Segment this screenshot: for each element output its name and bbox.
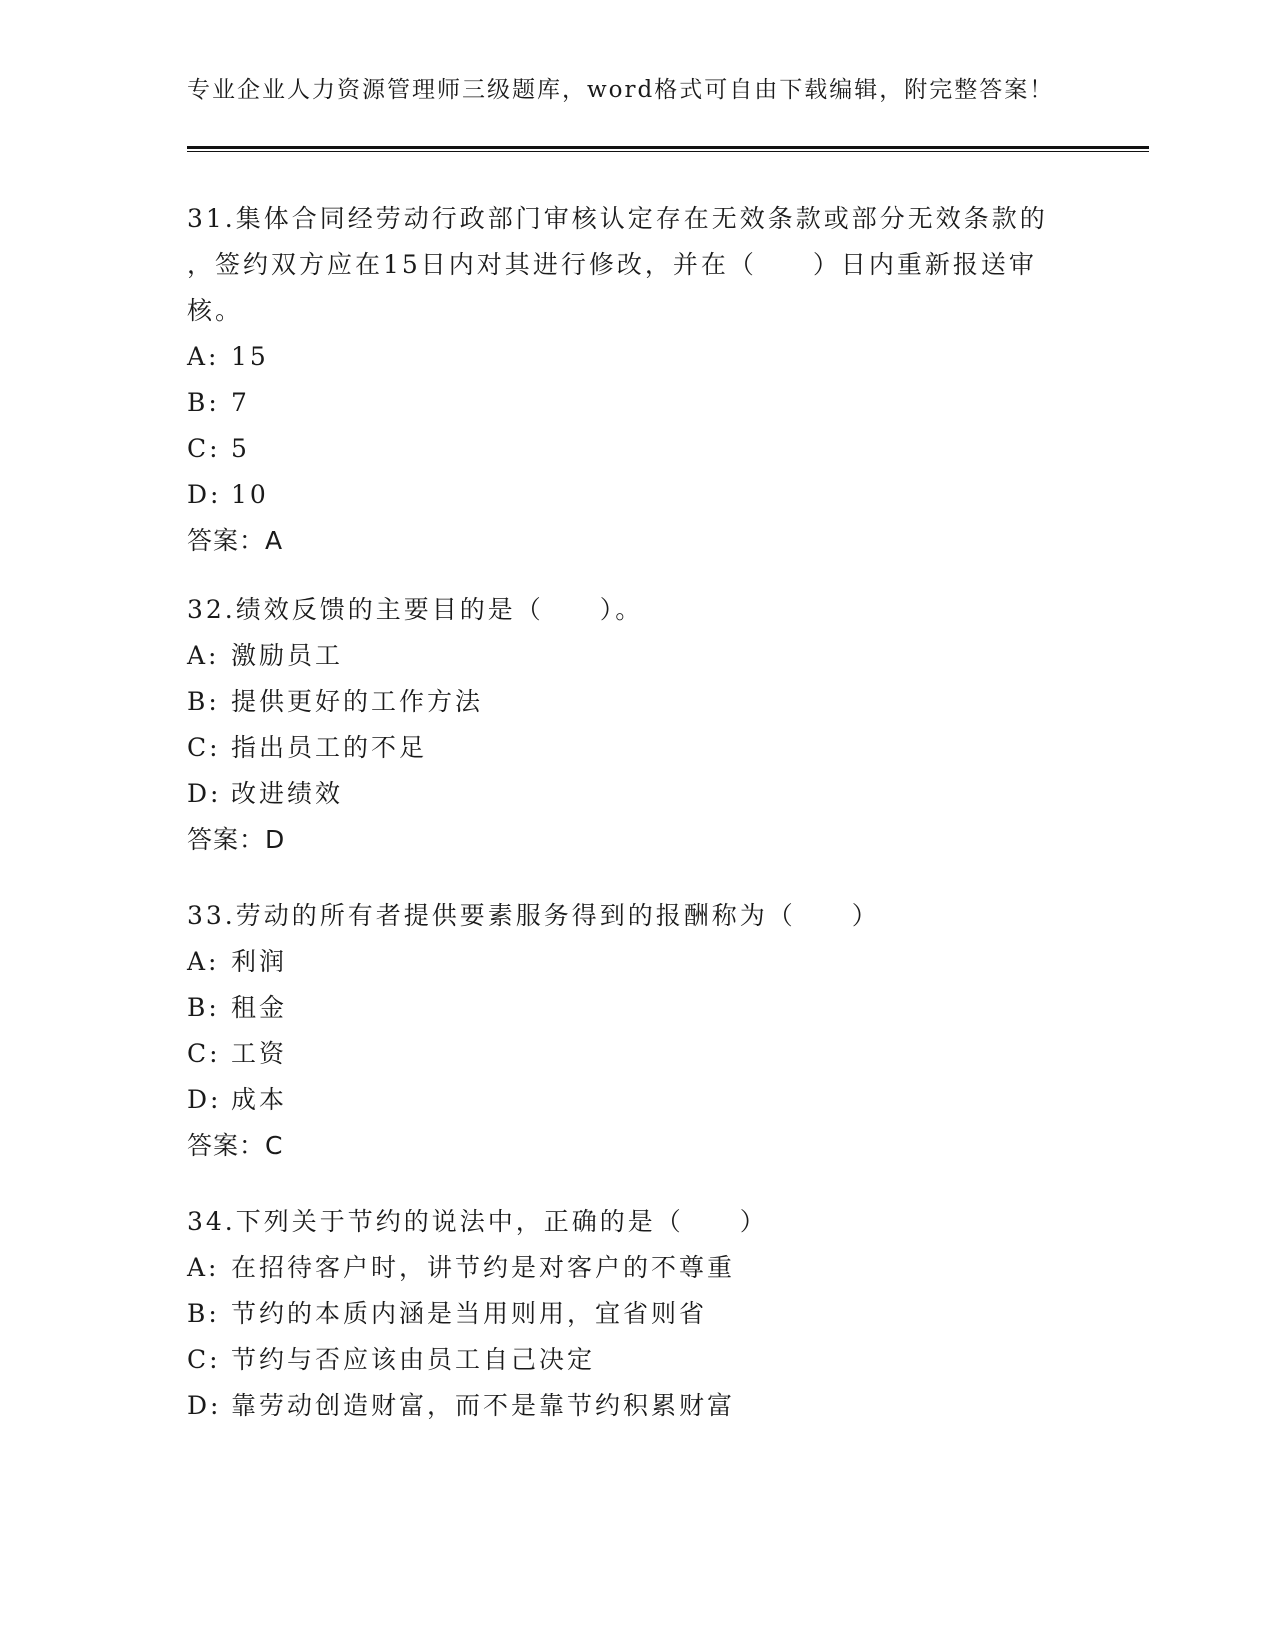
option-a bbox=[187, 334, 1087, 380]
option-label: B: bbox=[187, 993, 220, 1022]
option-text: 在招待客户时，讲节约是对客户的不尊重 bbox=[231, 1253, 736, 1282]
option-label: D: bbox=[187, 1391, 222, 1420]
option-b bbox=[187, 1291, 1087, 1337]
header-rule-thin bbox=[187, 151, 1149, 152]
question-32 bbox=[187, 587, 1087, 863]
option-d bbox=[187, 771, 1087, 817]
option-label: C: bbox=[187, 733, 221, 762]
option-b bbox=[187, 380, 1087, 426]
question-stem-line: 33.劳动的所有者提供要素服务得到的报酬称为（ ） bbox=[187, 901, 880, 930]
option-text: 指出员工的不足 bbox=[231, 733, 428, 762]
question-stem-line: ，签约双方应在15日内对其进行修改，并在（ ）日内重新报送审 bbox=[187, 250, 1037, 279]
option-label: A: bbox=[187, 342, 220, 371]
option-text: 提供更好的工作方法 bbox=[231, 687, 484, 716]
option-label: C: bbox=[187, 1039, 221, 1068]
question-stem-line: 31.集体合同经劳动行政部门审核认定存在无效条款或部分无效条款的 bbox=[187, 204, 1048, 233]
option-text: 5 bbox=[231, 434, 250, 463]
option-d bbox=[187, 472, 1087, 518]
option-text: 成本 bbox=[231, 1085, 288, 1114]
option-label: A: bbox=[187, 1253, 220, 1282]
option-text: 租金 bbox=[231, 993, 288, 1022]
option-label: D: bbox=[187, 779, 222, 808]
answer-line: 答案：A bbox=[187, 526, 284, 555]
option-label: D: bbox=[187, 480, 222, 509]
option-label: B: bbox=[187, 388, 220, 417]
option-label: B: bbox=[187, 687, 220, 716]
option-text: 7 bbox=[231, 388, 250, 417]
option-a bbox=[187, 633, 1087, 679]
option-c bbox=[187, 725, 1087, 771]
option-label: A: bbox=[187, 947, 220, 976]
option-text: 工资 bbox=[231, 1039, 288, 1068]
option-d bbox=[187, 1383, 1087, 1429]
option-text: 节约与否应该由员工自己决定 bbox=[231, 1345, 596, 1374]
answer-line: 答案：C bbox=[187, 1131, 284, 1160]
option-d bbox=[187, 1077, 1087, 1123]
option-text: 10 bbox=[231, 480, 269, 509]
question-stem-line: 34.下列关于节约的说法中，正确的是（ ） bbox=[187, 1207, 768, 1236]
option-label: C: bbox=[187, 434, 221, 463]
question-31 bbox=[187, 196, 1087, 564]
option-b bbox=[187, 679, 1087, 725]
option-label: C: bbox=[187, 1345, 221, 1374]
answer-line: 答案：D bbox=[187, 825, 286, 854]
option-text: 15 bbox=[231, 342, 269, 371]
option-text: 节约的本质内涵是当用则用，宜省则省 bbox=[231, 1299, 708, 1328]
header-rule-thick bbox=[187, 146, 1149, 149]
option-text: 激励员工 bbox=[231, 641, 344, 670]
page-header: 专业企业人力资源管理师三级题库，word格式可自由下载编辑，附完整答案！ bbox=[187, 77, 1055, 103]
option-a bbox=[187, 1245, 1087, 1291]
option-text: 利润 bbox=[231, 947, 288, 976]
option-c bbox=[187, 426, 1087, 472]
option-label: D: bbox=[187, 1085, 222, 1114]
question-33 bbox=[187, 893, 1087, 1169]
option-text: 靠劳动创造财富，而不是靠节约积累财富 bbox=[231, 1391, 736, 1420]
question-stem-line: 核。 bbox=[187, 296, 244, 325]
option-label: A: bbox=[187, 641, 220, 670]
question-34 bbox=[187, 1199, 1087, 1429]
question-stem-line: 32.绩效反馈的主要目的是（ ）。 bbox=[187, 595, 644, 624]
option-label: B: bbox=[187, 1299, 220, 1328]
option-a bbox=[187, 939, 1087, 985]
option-c bbox=[187, 1337, 1087, 1383]
option-c bbox=[187, 1031, 1087, 1077]
option-text: 改进绩效 bbox=[231, 779, 344, 808]
option-b bbox=[187, 985, 1087, 1031]
